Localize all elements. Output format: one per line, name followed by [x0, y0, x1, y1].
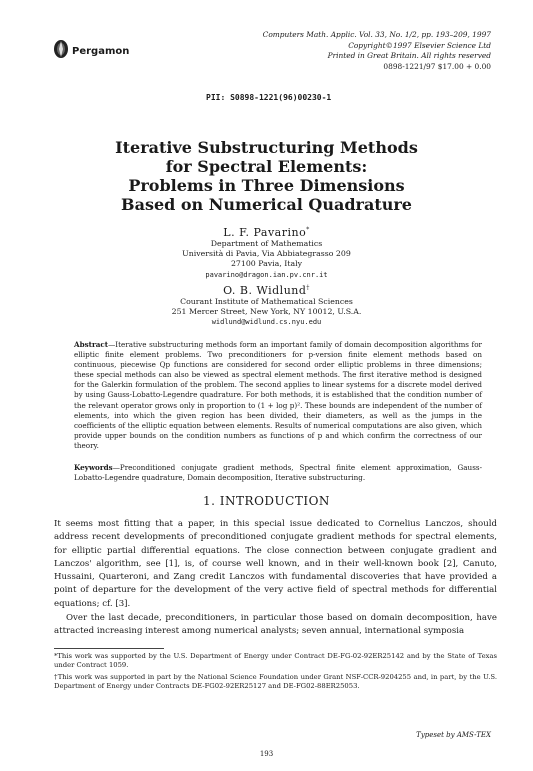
body-paragraph-2: Over the last decade, preconditioners, in particular those based on domain decomposition, have attracted increasing interest among numerical analysts; seven annual, international symposia — [54, 613, 497, 637]
author-block-2 — [0, 284, 533, 328]
section-heading: 1. INTRODUCTION — [203, 494, 330, 508]
title-line-4: Based on Numerical Quadrature — [121, 195, 412, 214]
title-line-1: Iterative Substructuring Methods — [115, 138, 418, 157]
author-email: pavarino@dragon.ian.pv.cnr.it — [205, 270, 328, 279]
author-dept: Courant Institute of Mathematical Sciences — [180, 297, 353, 306]
copyright-line: Copyright©1997 Elsevier Science Ltd — [348, 40, 491, 50]
footnote-1: *This work was supported by the U.S. Department of Energy under Contract DE-FG-02-92ER25142 and by the State of Texas under Contract 1059. — [54, 652, 497, 670]
author-address-1: 251 Mercer Street, New York, NY 10012, U.S.A. — [171, 307, 362, 317]
body-paragraph-1: It seems most fitting that a paper, in this special issue dedicated to Cornelius Lanczos, should address recent developments of preconditioned conjugate gradient methods for spectral elements, for elliptic partial differential equations. The close connection between conjugate gradient and Lanczos' algorithm, see [1], is, of course well known, and in their well-known book [2], Canuto, Hussaini, Quarteroni, and Zang credit Lanczos with fundamental discoveries that have provided a point of departure for the development of the very active field of spectral methods for differential equations; cf. [3]. — [54, 519, 497, 609]
journal-info — [261, 30, 491, 72]
author-dept: Department of Mathematics — [210, 239, 323, 248]
footnote-2: †This work was supported in part by the National Science Foundation under Grant NSF-CCR-9204255 and, in part, by the U.S. Department of Energy under Contracts DE-FG02-92ER25127 and DE-FG02-88ER25053. — [54, 673, 497, 691]
author-address-2: 27100 Pavia, Italy — [230, 259, 303, 269]
title-line-2: for Spectral Elements: — [165, 157, 368, 176]
paper-title — [0, 138, 533, 214]
abstract — [74, 340, 482, 451]
footnote-rule — [54, 648, 164, 649]
journal-citation: Computers Math. Applic. Vol. 33, No. 1/2, pp. 193–209, 1997 — [262, 30, 491, 39]
abstract-text: —Iterative substructuring methods form an important family of domain decomposition algorithms for elliptic finite element problems. Two preconditioners for p-version finite element methods based on continuous, piecewise Qp functions are considered for second order elliptic problems in three dimensions; these special methods can also be viewed as spectral element methods. The first iterative method is designed for the Galerkin formulation of the problem. The second applies to linear systems for a discrete model derived by using Gauss-Lobatto-Legendre quadrature. For both methods, it is established that the condition number of the relevant operator grows only in proportion to (1 + log p)². These bounds are independent of the number of elements, into which the given region has been divided, their diameters, as well as the jumps in the coefficients of the elliptic equation between elements. Results of numerical computations are also given, which provide upper bounds on the condition numbers as functions of p and which confirm the correctness of our theory. — [74, 340, 482, 450]
printed-line: Printed in Great Britain. All rights reserved — [327, 51, 491, 60]
author-email: widlund@widlund.cs.nyu.edu — [211, 318, 322, 327]
keywords-text: —Preconditioned conjugate gradient methods, Spectral finite element approximation, Gauss-Lobatto-Legendre quadrature, Domain decomposition, Iterative substructuring. — [74, 463, 482, 483]
keywords — [74, 463, 482, 483]
publisher-logo — [52, 36, 130, 70]
issn-line: 0898-1221/97 $17.00 + 0.00 — [383, 61, 491, 71]
author-block-1 — [0, 226, 533, 280]
abstract-label: Abstract — [74, 340, 109, 349]
page-number: 193 — [259, 750, 274, 758]
author-name: O. B. Widlund† — [223, 284, 310, 297]
pergamon-emblem-icon — [52, 38, 70, 60]
publisher-name: Pergamon — [72, 46, 130, 57]
author-name: L. F. Pavarino* — [223, 226, 310, 239]
pii-identifier: PII: S0898-1221(96)00230-1 — [206, 93, 332, 102]
typeset-note: Typeset by AMS-TEX — [416, 731, 491, 739]
author-address-1: Università di Pavia, Via Abbiategrasso 209 — [182, 249, 351, 259]
keywords-label: Keywords — [74, 463, 113, 472]
title-line-3: Problems in Three Dimensions — [128, 176, 405, 195]
